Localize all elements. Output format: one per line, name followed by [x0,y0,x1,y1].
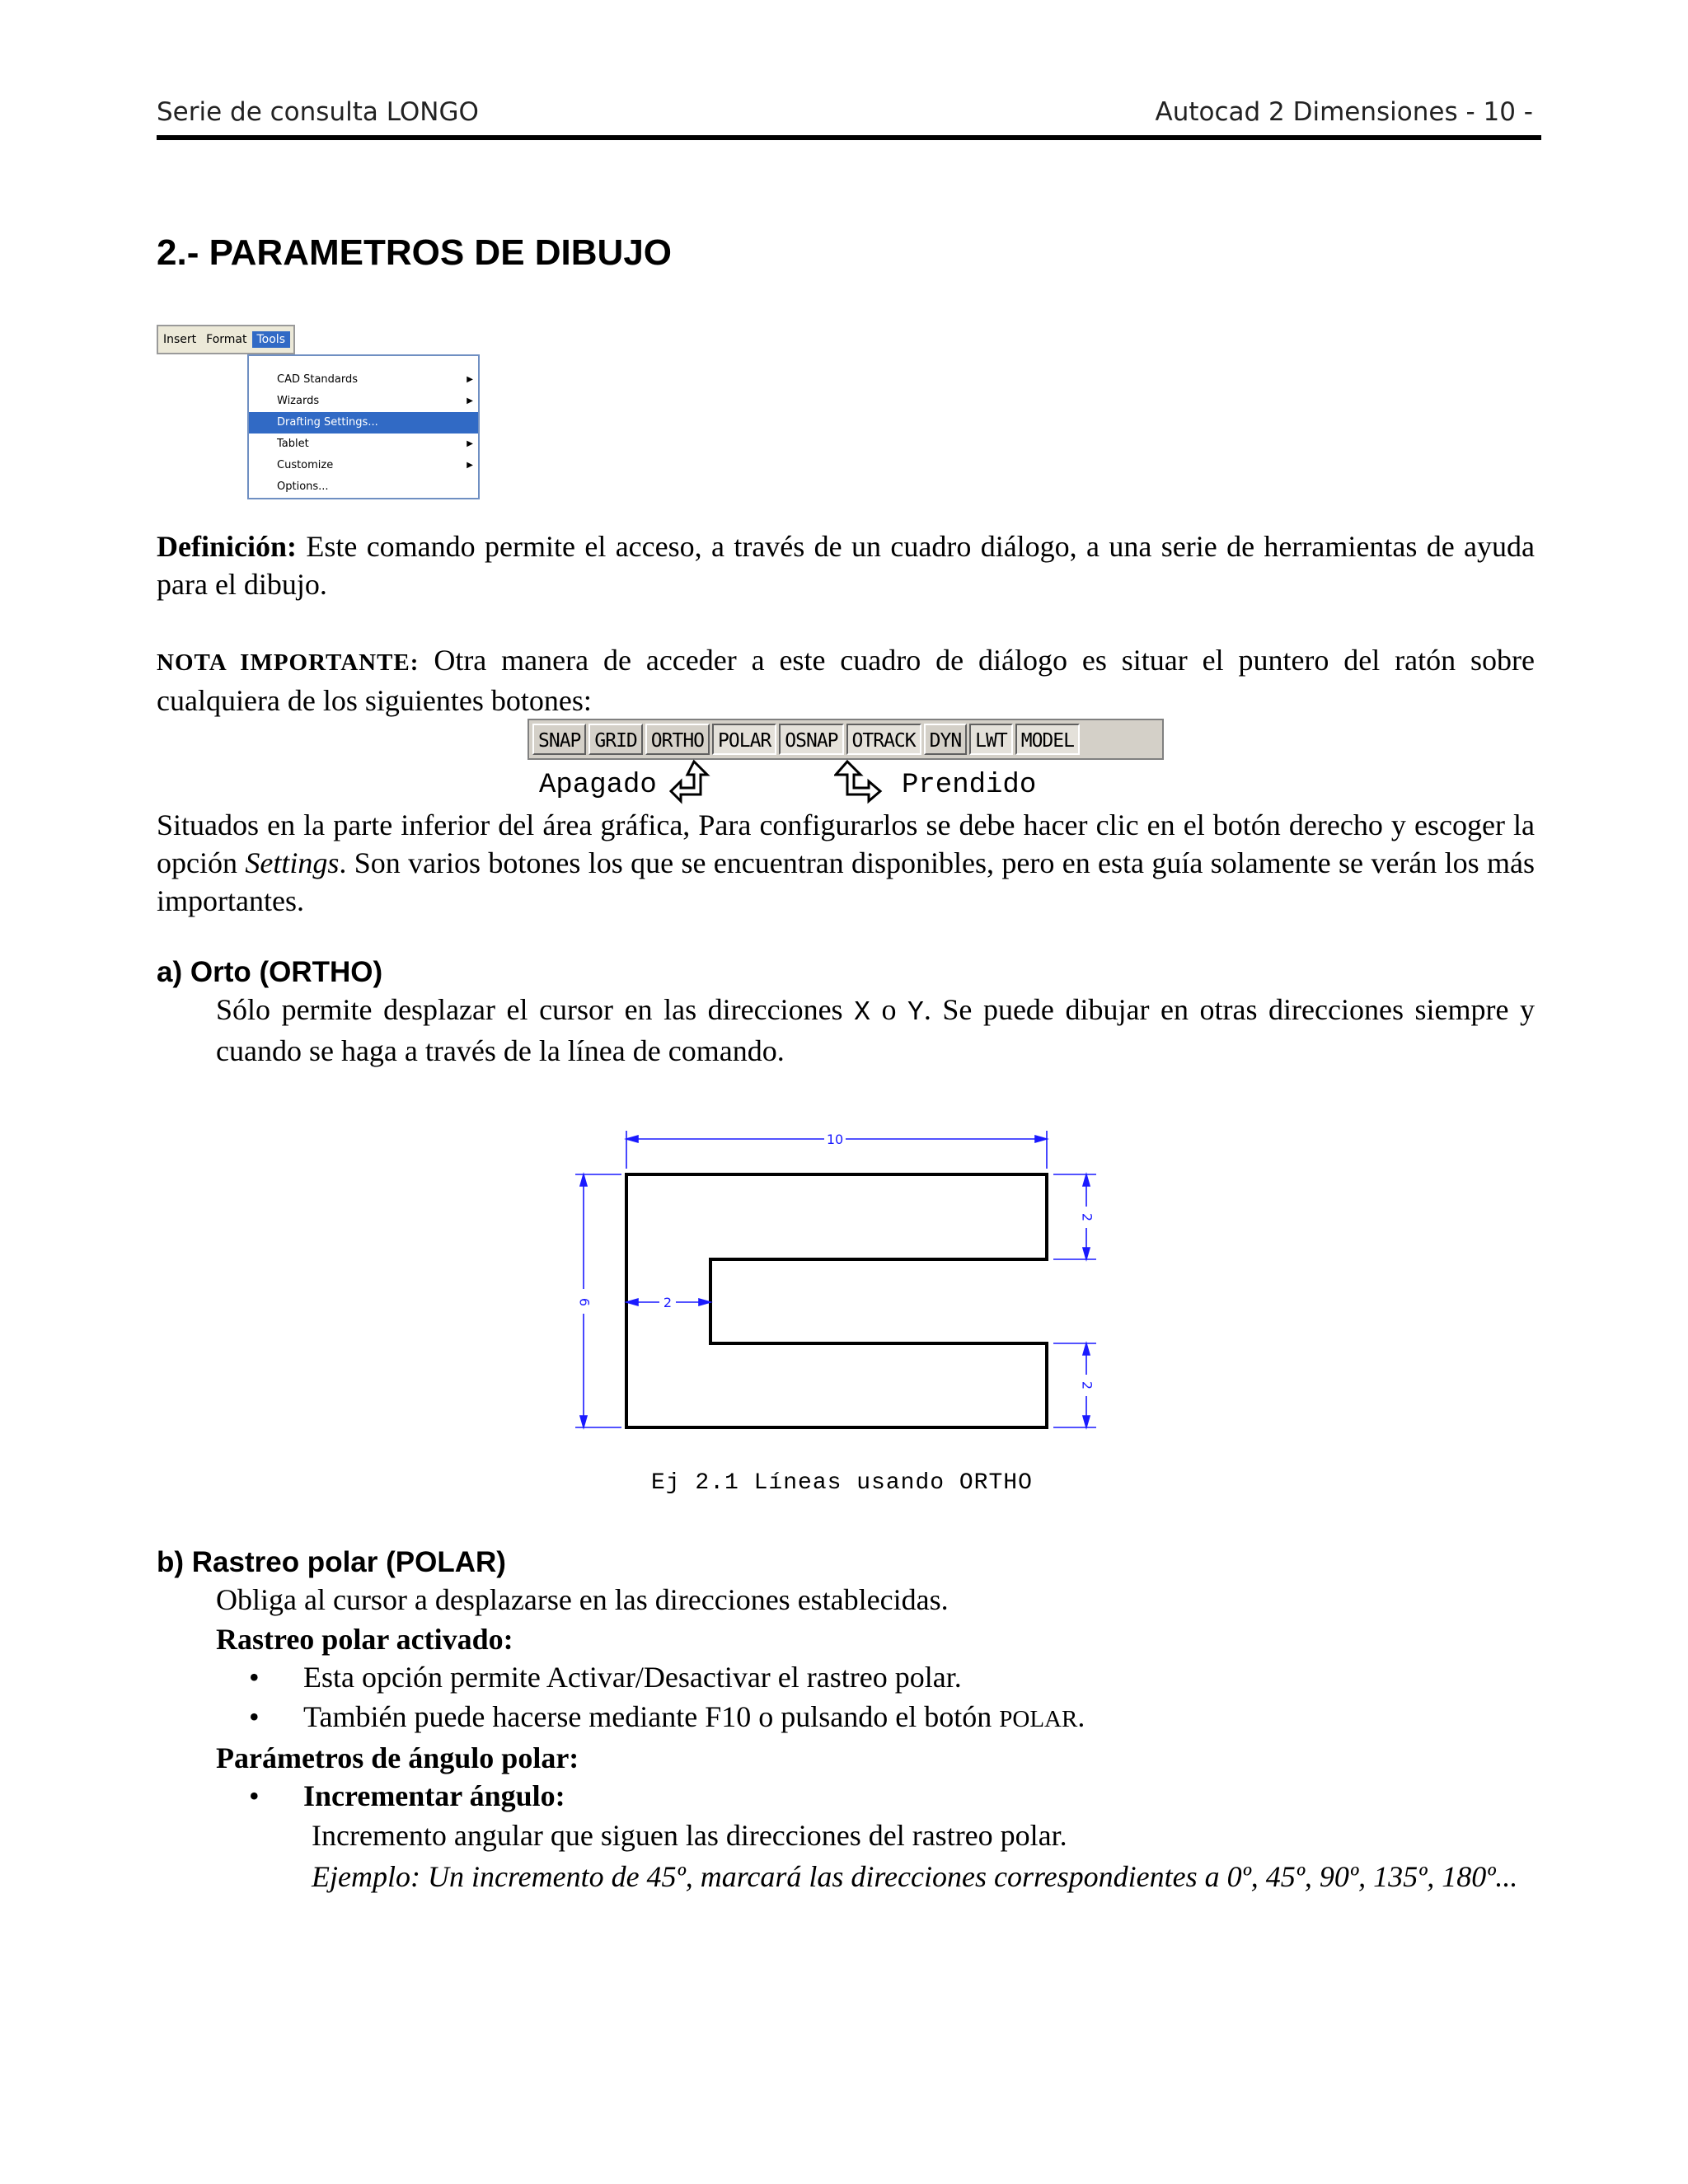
nota-text: Otra manera de acceder a este cuadro de diálogo es situar el puntero del ratón sobre cualquiera de los siguientes botones: [157,644,1535,717]
grid-button[interactable]: GRID [588,724,642,755]
submenu-arrow-icon: ▶ [467,375,473,384]
section-b-line1: Obliga al cursor a desplazarse en las direcciones establecidas. [216,1583,949,1616]
dim-rt-arrow-top [1083,1174,1090,1186]
situados-paragraph [157,806,1535,920]
menu-item-cad-standards[interactable] [249,369,478,391]
menu-item-wizards[interactable] [249,391,478,412]
section-b-sub1: Rastreo polar activado: [216,1623,513,1656]
menu-format[interactable]: Format [206,333,247,346]
dim-rb-label: 2 [1079,1380,1095,1390]
menu-item-tablet[interactable] [249,434,478,455]
menu-item-label: Tablet [277,438,309,450]
dim-inner-label: 2 [663,1295,673,1310]
dim-rt-label: 2 [1079,1212,1095,1222]
menu-item-label: Customize [277,459,334,471]
sec-a-text-1: Sólo permite desplazar el cursor en las direcciones [216,993,855,1026]
sec-a-text-3: . Se puede dibujar en otras direcciones siempre y cuando se haga a través de la línea de comando. [216,993,1536,1067]
bullet-text-3: Incrementar ángulo: [303,1779,565,1812]
incremento-text: Incremento angular que siguen las direcciones del rastreo polar. [312,1819,1067,1852]
dim-top-arrow-left [626,1136,638,1142]
dim-top-label: 10 [826,1132,844,1147]
menu-insert[interactable]: Insert [163,333,197,346]
model-button[interactable]: MODEL [1015,724,1080,755]
definicion-text: Este comando permite el acceso, a través de un cuadro diálogo, a una serie de herramientas de ayuda para el dibujo. [157,530,1535,601]
ortho-button[interactable]: ORTHO [645,724,710,755]
menu-item-label: Wizards [277,395,320,407]
arrow-up-left-icon [669,758,719,806]
dim-rb-arrow-bottom [1083,1416,1090,1427]
bullet-icon: • [249,1661,260,1694]
apagado-label: Apagado [539,770,657,801]
section-b-sub2: Parámetros de ángulo polar: [216,1741,579,1774]
dim-inner-arrow-left [626,1299,638,1305]
arrow-up-right-icon [834,758,885,806]
menu-item-label: CAD Standards [277,373,359,386]
menu-item-label: Drafting Settings... [277,416,378,429]
situados-text-2: . Son varios botones los que se encuentran disponibles, pero en esta guía solamente se verán los más importantes. [157,846,1535,917]
ortho-drawing [569,1121,1113,1442]
bullet-text-2 [303,1699,1085,1734]
ortho-shape-outline [626,1174,1047,1427]
ejemplo-text: Ejemplo: Un incremento de 45º, marcará las direcciones correspondientes a 0º, 45º, 90º, 135º, 180º... [312,1860,1518,1893]
definicion-label: Definición: [157,530,297,563]
header-rule [157,135,1541,140]
dim-left-arrow-top [580,1174,587,1186]
header-right: Autocad 2 Dimensiones - 10 - [1155,97,1533,127]
osnap-button[interactable]: OSNAP [779,724,843,755]
situados-text-1: Situados en la parte inferior del área gráfica, Para configurarlos se debe hacer clic en el botón derecho y escoger la opción [157,808,1535,879]
menu-bar [157,325,295,354]
section-a-body [216,991,1535,1070]
b2-post: . [1077,1700,1085,1733]
dim-rb-arrow-top [1083,1343,1090,1355]
definicion-paragraph [157,527,1535,603]
y-letter: Y [907,997,924,1028]
nota-label: NOTA IMPORTANTE: [157,649,420,676]
section-b-title: b) Rastreo polar (POLAR) [157,1546,506,1578]
status-bar [528,719,1164,760]
dim-top-arrow-right [1035,1136,1047,1142]
menu-item-options[interactable] [249,476,478,498]
dim-inner-arrow-right [699,1299,710,1305]
submenu-arrow-icon: ▶ [467,396,473,405]
bullet-text-1: Esta opción permite Activar/Desactivar el rastreo polar. [303,1661,962,1694]
page-title: 2.- PARAMETROS DE DIBUJO [157,232,673,273]
dim-rt-arrow-bottom [1083,1248,1090,1259]
x-letter: X [854,997,870,1028]
b2-pre: También puede hacerse mediante F10 o pulsando el botón [303,1700,1000,1733]
snap-button[interactable]: SNAP [532,724,586,755]
sec-a-text-2: o [870,993,908,1026]
menu-tools[interactable]: Tools [252,331,291,348]
figure-caption: Ej 2.1 Líneas usando ORTHO [651,1470,1033,1496]
menu-item-drafting-settings[interactable] [249,412,478,434]
dim-left-label: 6 [576,1297,593,1307]
bullet-icon: • [249,1779,260,1812]
tools-dropdown [247,354,480,499]
nota-paragraph [157,641,1535,719]
polar-button[interactable]: POLAR [712,724,776,755]
section-a-title: a) Orto (ORTHO) [157,956,383,988]
menu-item-customize[interactable] [249,455,478,476]
submenu-arrow-icon: ▶ [467,439,473,448]
prendido-label: Prendido [902,770,1037,801]
lwt-button[interactable]: LWT [969,724,1013,755]
settings-word: Settings [245,846,340,879]
bullet-icon: • [249,1700,260,1733]
otrack-button[interactable]: OTRACK [846,724,921,755]
header-left: Serie de consulta LONGO [157,97,479,127]
menu-item-label: Options... [277,480,329,493]
dyn-button[interactable]: DYN [924,724,968,755]
b2-polar: POLAR [999,1706,1078,1732]
dim-left-arrow-bottom [580,1416,587,1427]
submenu-arrow-icon: ▶ [467,461,473,470]
